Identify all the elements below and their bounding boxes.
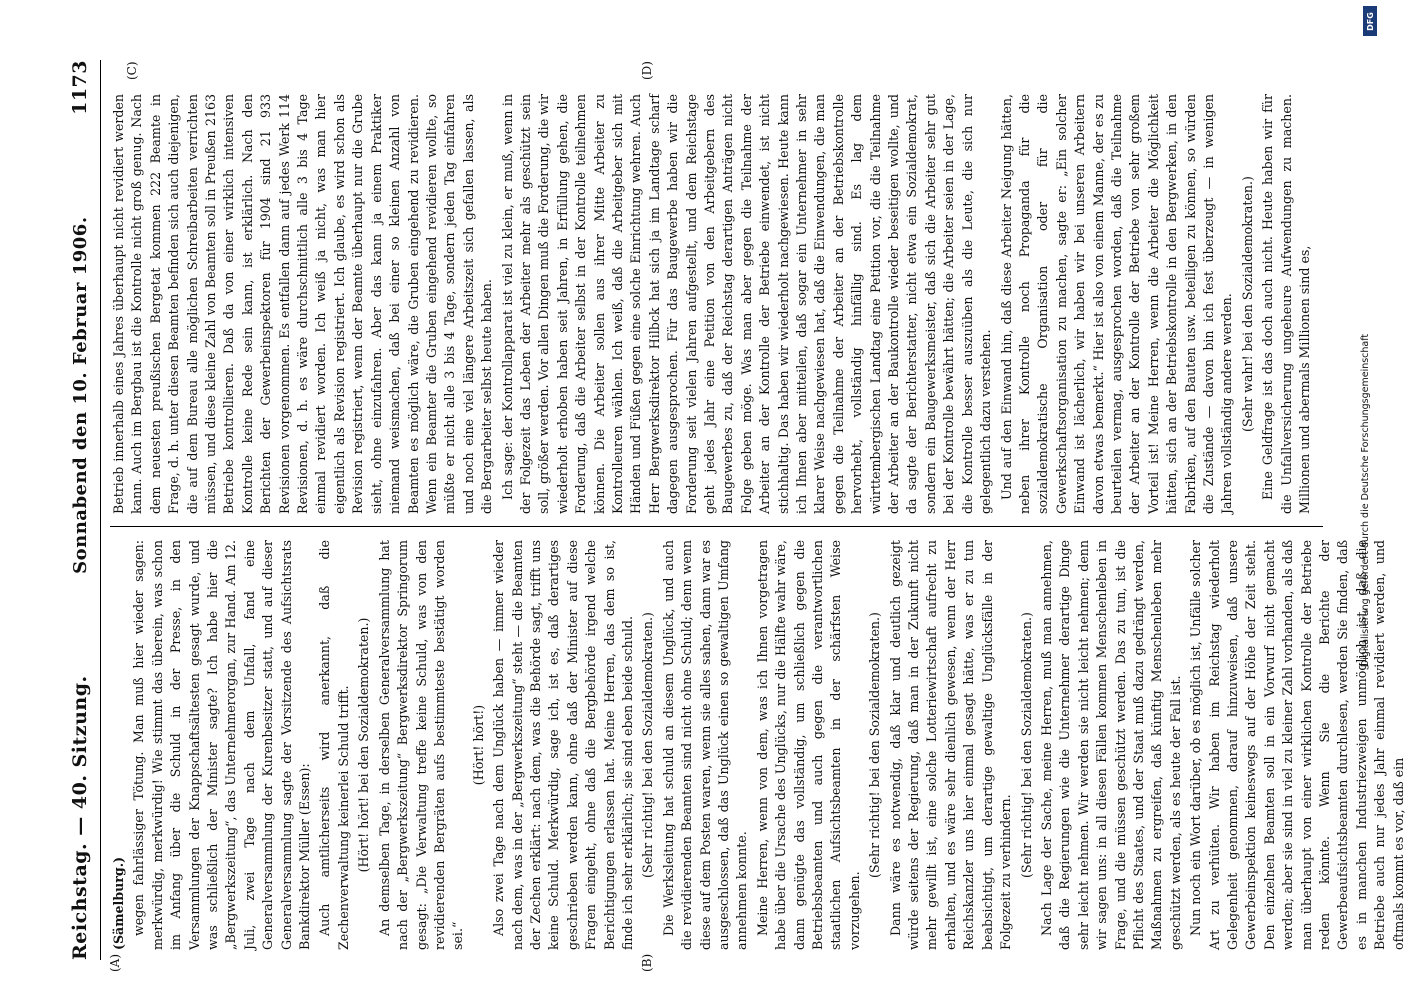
margin-letter-b: (B) [640, 953, 654, 972]
right-column [110, 94, 1323, 514]
header-center: Sonnabend den 10. Februar 1906. [69, 216, 91, 574]
margin-letter-a: (A) [108, 953, 122, 972]
margin-letter-d: (D) [640, 61, 654, 80]
dfg-logo: DFG [1363, 6, 1377, 36]
paragraph: Dann wäre es notwendig, daß klar und deutlich gezeigt würde seitens der Regierung, daß man in der Zukunft nicht mehr gewillt ist, eine solche Lotteriewirtschaft aufrecht zu erhalten, und es wäre sehr dienlich gewesen, wenn der Herr Reichskanzler uns hier einmal gesagt hätte, was er zu tun beabsichtigt, um derartige gewaltige Unglücksfälle in der Folgezeit zu verhindern. [887, 540, 1014, 950]
paragraph: Nach Lage der Sache, meine Herren, muß man annehmen, daß die Regierungen wie die Unternehmer derartige Dinge sehr leicht nehmen. Wir werden sie nicht leicht nehmen; denn wir sagen uns: in all diesen Fällen kommen Menschenleben in Frage, und die müssen geschützt werden. Das zu tun, ist die Pflicht des Staates, und der Staat muß dazu gedrängt werden, Maßnahmen zu ergreifen, daß künftig Menschenleben mehr geschützt werden, als es heute der Fall ist. [1038, 540, 1183, 950]
paragraph: wegen fahrlässiger Tötung. Man muß hier wieder sagen: merkwürdig, merkwürdig! Wie stimmt das überein, was schon im Anfang über die Schuld in der Presse, in den Versammlungen der Knappschaftsältesten gesagt wurde, und was schließlich der Minister sagte? Ich habe hier die „Bergwerkszeitung“, das Unternehmerorgan, zur Hand. Am 12. Juli, zwei Tage nach dem Unfall, fand eine Generalversammlung der Kurenbesitzer statt, und auf dieser Generalversammlung sagte der Vorsitzende des Aufsichtsrats Bankdirektor Müller (Essen): [131, 540, 313, 950]
interjection: (Sehr richtig! bei den Sozialdemokraten.) [1018, 612, 1034, 878]
paragraph: Also zwei Tage nach dem Unglück haben — immer wieder nach dem, was in der „Bergwerkszeitung“ steht — die Beamten der Zechen erklärt: nach dem, was die Behörde sagt, trifft uns keine Schuld. Merkwürdig, sage ich, ist es, daß derartiges geschrieben werden kann, ohne daß der Minister auf diese Fragen eingeht, ohne daß die Bergbehörde irgend welche Berichtigungen erlassen hat. Meine Herren, das dem so ist, finde ich sehr erklärlich; sie sind eben beide schuld. [491, 540, 635, 950]
paragraph: Auch amtlicherseits wird anerkannt, daß die Zechenverwaltung keinerlei Schuld trifft. [317, 540, 351, 950]
column-divider [110, 526, 1323, 527]
interjection: (Hört! hört! bei den Sozialdemokraten.) [356, 617, 372, 873]
header-left: Reichstag. — 40. Sitzung. [69, 675, 91, 960]
paragraph: Nun noch ein Wort darüber, ob es möglich ist, Unfälle solcher Art zu verhüten. Wir haben im Reichstag wiederholt Gelegenheit genommen, darauf hinzuweisen, daß unsere Gewerbeinspektion keineswegs auf der Höhe der Zeit steht. Den einzelnen Beamten soll in ein Vorwurf nicht gemacht werden; aber sie sind in viel zu kleiner Zahl vorhanden, als daß man überhaupt von einer wirklichen Kontrolle der Betriebe reden könnte. Wenn Sie die Berichte der Gewerbeaufsichtsbeamten durchlesen, werden Sie finden, daß es in manchen Industriezweigen unmöglich ist, daß die Betriebe auch nur jedes Jahr einmal revidiert werden, und oftmals kommt es vor, daß ein [1188, 540, 1406, 950]
paragraph: Betrieb innerhalb eines Jahres überhaupt nicht revidiert werden kann. Auch im Bergbau ist die Kontrolle nicht groß genug. Nach dem neuesten preußischen Bergetat kommen 222 Beamte in Frage, d. h. unter diesen Beamten befinden sich auch diejenigen, die auf dem Bureau alle möglichen Schreibarbeiten verrichten müssen, und diese kleine Zahl von Beamten soll in Preußen 2163 Betriebe kontrollieren. Daß da von einer wirklich intensiven Kontrolle keine Rede sein kann, ist erklärlich. Nach den Berichten der Gewerbeinspektoren für 1904 sind 21 933 Revisionen vorgenommen. Es entfallen dann auf jedes Werk 114 Revisionen, d. h. es wäre durchschnittlich alle 3 bis 4 Tage einmal revidiert worden. Ich weiß ja nicht, was man hier eigentlich als Revision registriert. Ich glaube, es wird schon als Revision registriert, wenn der Beamte überhaupt nur die Grube sieht, ohne einzufahren. Aber das kann ja einem Praktiker niemand weismachen, daß bei einer so kleinen Anzahl von Beamten es möglich wäre, die Gruben eingehend zu revidieren. Wenn ein Beamter die Gruben eingehend revidieren wollte, so müßte er nicht alle 3 bis 4 Tage, sondern jeden Tag einfahren und noch eine viel längere Arbeitszeit sich gefallen lassen, als die Bergarbeiter selbst heute haben. [111, 94, 495, 514]
margin-letter-c: (C) [125, 61, 139, 80]
attribution-text: Digitalisierung gefördert durch die Deutsche Forschungsgemeinschaft [1360, 333, 1372, 667]
header-page-number: 1173 [69, 60, 91, 115]
speaker-name: (Sämelburg.) [111, 856, 126, 950]
interjection: (Sehr wahr! bei den Sozialdemokraten.) [1239, 176, 1255, 432]
left-column [110, 540, 1406, 950]
interjection: (Sehr richtig! bei den Sozialdemokraten.) [867, 612, 883, 878]
paragraph: Und auf den Einwand hin, daß diese Arbeiter Neigung hätten, neben ihrer Kontrolle noch Propaganda für die sozialdemokratische Organisation oder für die Gewerkschaftsorganisation zu machen, sagte er: „Ein solcher Einwand ist lächerlich, wir haben wir bei unseren Arbeitern davon etwas bemerkt.“ Hier ist also von einem Manne, der es zu beurteilen vermag, ausgesprochen worden, daß die Teilnahme der Arbeiter an der Kontrolle der Betriebe von sehr großem Vorteil ist! Meine Herren, wenn die Arbeiter die Möglichkeit hätten, sich an der Betriebskontrolle in den Bergwerken, in den Fabriken, auf den Bauten usw. beteiligen zu können, so würden die Zustände — davon bin ich fest überzeugt — in wenigen Jahren vollständig andere werden. [998, 94, 1235, 514]
interjection: (Sehr richtig! bei den Sozialdemokraten.) [640, 612, 656, 878]
paragraph: Meine Herren, wenn von dem, was ich Ihnen vorgetragen habe über die Ursache des Unglücks, nur die Hälfte wahr wäre, dann genügte das vollständig, um schließlich gegen die Betriebsbeamten und auch gegen die verantwortlichen staatlichen Aufsichtsbeamten in der schärfsten Weise vorzugehen. [754, 540, 862, 950]
paragraph: Die Werksleitung hat schuld an diesem Unglück, und auch die revidierenden Beamten sind nicht ohne Schuld; denn wenn diese auf dem Posten waren, wenn sie alles sahen, dann war es ausgeschlossen, daß das Unglück einen so gewaltigen Umfang annehmen konnte. [660, 540, 750, 950]
paragraph: Eine Geldfrage ist das doch auch nicht. Heute haben wir für die Unfallversicherung ungeheure Aufwendungen zu machen. Millionen und abermals Millionen sind es, [1260, 94, 1312, 514]
paragraph: An demselben Tage, in derselben Generalversammlung hat nach der „Bergwerkszeitung“ Bergwerksdirektor Springorum gesagt: „Die Verwaltung treffe keine Schuld, was von den revidierenden Bergräten aufs bestimmteste bestätigt worden sei.“ [376, 540, 466, 950]
digitization-attribution [1357, 30, 1375, 970]
interjection: (Hört! hört!) [470, 704, 486, 786]
paragraph: Ich sage: der Kontrollapparat ist viel zu klein, er muß, wenn in der Folgezeit das Leben der Arbeiter mehr als geschützt sein soll, größer werden. Vor allen Dingen muß die Forderung, die wir wiederholt erhoben haben seit Jahren, in Erfüllung gehen, die Forderung, daß die Arbeiter selbst in der Kontrolle teilnehmen können. Die Arbeiter sollen aus ihrer Mitte Arbeiter zu Kontrolleuren wählen. Ich weiß, daß die Arbeitgeber sich mit Händen und Füßen gegen eine solche Einrichtung wehren. Auch Herr Bergwerksdirektor Hilbck hat sich ja im Landtage scharf dagegen ausgesprochen. Für das Baugewerbe haben wir die Forderung seit vielen Jahren aufgestellt, und dem Reichstage geht jedes Jahr eine Petition von den Arbeitgebern des Baugewerbes zu, daß der Reichstag derartigen Anträgen nicht Folge geben möge. Was man aber gegen die Teilnahme der Arbeiter an der Kontrolle der Betriebe einwendet, ist nicht stichhaltig. Das haben wir wiederholt nachgewiesen. Heute kann ich Ihnen aber mitteilen, daß sogar ein Unternehmer in sehr klarer Weise nachgewiesen hat, daß die Einwendungen, die man gegen die Teilnahme der Arbeiter an der Betriebskontrolle hervorhebt, vollständig hinfällig sind. Es lag dem württembergischen Landtag eine Petition vor, die die Teilnahme der Arbeiter an der Baukontrolle wieder beseitigen wollte, und da sagte der Berichterstatter, nicht etwa ein Sozialdemokrat, sondern ein Baugewerksmeister, daß sich die Arbeiter sehr gut bei der Kontrolle bewährt hätten; die Arbeiter seien in der Lage, die Kontrolle besser auszuüben als die Leute, die sich nur gelegentlich dazu verstehen. [499, 94, 994, 514]
page-header [60, 60, 101, 960]
